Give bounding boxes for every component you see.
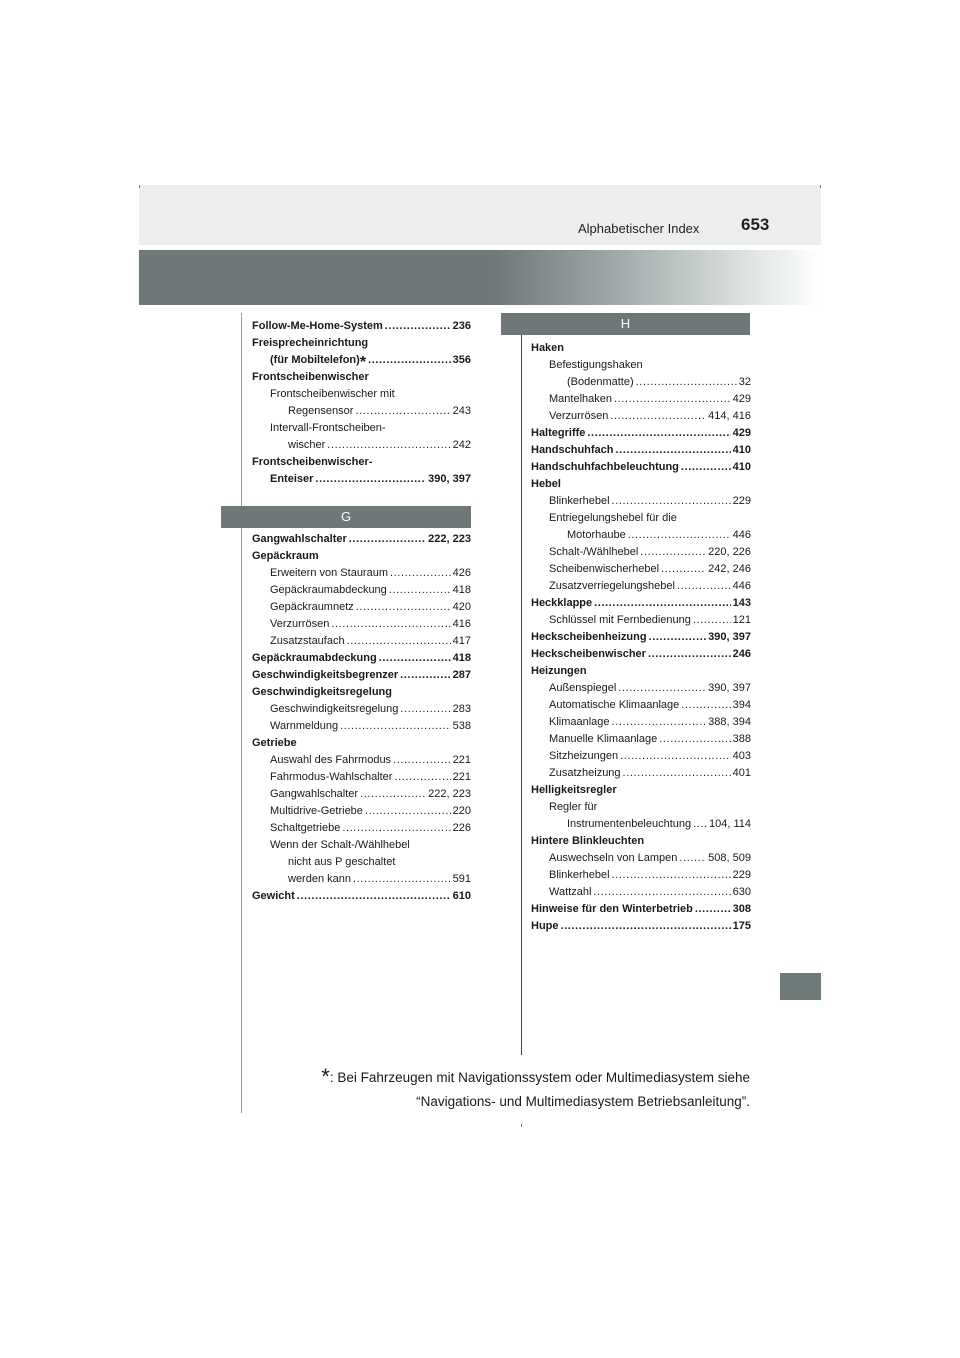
dot-leader (693, 612, 731, 629)
index-term: Heckscheibenheizung (531, 631, 647, 643)
index-term: Gepäckraumnetz (270, 601, 354, 613)
page-reference: 229 (732, 495, 751, 507)
index-entry (531, 629, 751, 646)
index-entry (531, 510, 751, 527)
index-entry (252, 650, 471, 667)
page-reference: 308 (732, 903, 751, 915)
index-entry (252, 684, 471, 701)
index-term: Handschuhfach (531, 444, 614, 456)
index-term: Befestigungshaken (549, 359, 643, 371)
index-entry (252, 752, 471, 769)
page-reference: 246 (732, 648, 751, 660)
dot-leader (355, 403, 450, 420)
index-term: Haltegriffe (531, 427, 586, 439)
index-entry (531, 867, 751, 884)
dot-leader (610, 408, 706, 425)
crop-mark (139, 185, 140, 188)
index-entry (531, 714, 751, 731)
index-entry (252, 735, 471, 752)
page-number: 653 (741, 215, 770, 234)
index-entry (531, 493, 751, 510)
index-term: Frontscheibenwischer- (252, 456, 373, 468)
page-reference: 287 (452, 669, 471, 681)
index-term: Fahrmodus-Wahlschalter (270, 771, 393, 783)
dot-leader (612, 714, 707, 731)
index-entry (252, 701, 471, 718)
page-reference: 390, 397 (708, 682, 751, 694)
dot-leader (693, 816, 707, 833)
page-reference: 242 (452, 439, 471, 451)
footnote (280, 1063, 750, 1114)
index-entry (252, 386, 471, 403)
index-term: Verzurrösen (549, 410, 609, 422)
index-term: Freisprecheinrichtung (252, 337, 369, 349)
index-entry (531, 578, 751, 595)
dot-leader (659, 731, 730, 748)
page-reference: 410 (732, 444, 751, 456)
index-list-f (252, 318, 471, 488)
page-reference: 410 (732, 461, 751, 473)
dot-leader (648, 646, 731, 663)
index-term: Zusatzstaufach (270, 635, 345, 647)
index-term: Heckscheibenwischer (531, 648, 646, 660)
dot-leader (681, 697, 730, 714)
page-reference: 242, 246 (708, 563, 751, 575)
index-term: Geschwindigkeitsregelung (270, 703, 399, 715)
index-list-h (531, 340, 751, 935)
index-term: Hinweise für den Winterbetrieb (531, 903, 693, 915)
page-reference: 222, 223 (428, 788, 471, 800)
index-term: Hintere Blinkleuchten (531, 835, 645, 847)
index-entry (531, 340, 751, 357)
page-reference: 236 (452, 320, 471, 332)
index-entry (531, 612, 751, 629)
index-entry (252, 633, 471, 650)
page-reference: 446 (732, 529, 751, 541)
index-term: werden kann (288, 873, 351, 885)
index-term: Geschwindigkeitsregelung (252, 686, 392, 698)
page-reference: 417 (452, 635, 471, 647)
page-reference: 446 (732, 580, 751, 592)
dot-leader (331, 616, 450, 633)
dot-leader (618, 680, 706, 697)
dot-leader (400, 667, 451, 684)
dot-leader (636, 374, 737, 391)
page-reference: 229 (732, 869, 751, 881)
footnote-line-2: “Navigations- und Multimediasystem Betriebsanleitung”. (416, 1094, 750, 1109)
index-entry (531, 408, 751, 425)
index-entry (252, 616, 471, 633)
page-reference: 401 (732, 767, 751, 779)
index-term: Warnmeldung (270, 720, 339, 732)
index-term: Follow-Me-Home-System (252, 320, 383, 332)
dot-leader (315, 471, 426, 488)
dot-leader (353, 871, 451, 888)
dot-leader (587, 425, 730, 442)
index-term: Scheibenwischerhebel (549, 563, 660, 575)
page-reference: 143 (732, 597, 751, 609)
page-reference: 226 (452, 822, 471, 834)
index-entry (531, 357, 751, 374)
index-entry (531, 765, 751, 782)
dot-leader (616, 442, 731, 459)
index-term: Sitzheizungen (549, 750, 619, 762)
index-term: Haken (531, 342, 565, 354)
dot-leader (614, 391, 731, 408)
index-term: Außenspiegel (549, 682, 617, 694)
left-margin-rule (241, 313, 242, 1113)
index-entry (531, 833, 751, 850)
index-entry (531, 731, 751, 748)
index-term: Regler für (549, 801, 598, 813)
dot-leader (389, 582, 451, 599)
index-entry (252, 667, 471, 684)
index-term: Handschuhfachbeleuchtung (531, 461, 679, 473)
dot-leader (679, 850, 706, 867)
dot-leader (327, 437, 450, 454)
index-entry (252, 369, 471, 386)
page-reference: 104, 114 (708, 818, 751, 830)
index-entry (252, 854, 471, 871)
page-reference: 508, 509 (708, 852, 751, 864)
index-term: Schalt-/Wählhebel (549, 546, 639, 558)
index-term: (Bodenmatte) (567, 376, 634, 388)
page-reference: 538 (452, 720, 471, 732)
header-bar (139, 185, 821, 245)
index-term: Helligkeitsregler (531, 784, 617, 796)
index-entry (252, 820, 471, 837)
index-term: Auswahl des Fahrmodus (270, 754, 392, 766)
index-term: Frontscheibenwischer (252, 371, 369, 383)
index-column-right (531, 340, 751, 935)
dot-leader (623, 765, 731, 782)
column-divider (521, 313, 522, 1055)
page-reference: 591 (452, 873, 471, 885)
index-entry (252, 531, 471, 548)
index-term: Hebel (531, 478, 561, 490)
dot-leader (661, 561, 706, 578)
header-band (139, 250, 821, 305)
page-reference: 610 (452, 890, 471, 902)
page-reference: 403 (732, 750, 751, 762)
index-entry (252, 420, 471, 437)
index-entry (531, 697, 751, 714)
dot-leader (695, 901, 731, 918)
index-term: Auswechseln von Lampen (549, 852, 678, 864)
page-reference: 32 (738, 376, 751, 388)
index-entry (531, 850, 751, 867)
index-term: Gangwahlschalter (270, 788, 359, 800)
index-entry (252, 548, 471, 565)
index-term: wischer (288, 439, 326, 451)
index-term: Klimaanlage (549, 716, 610, 728)
dot-leader (385, 318, 451, 335)
dot-leader (390, 565, 451, 582)
index-entry (252, 471, 471, 488)
index-term: Gepäckraumabdeckung (270, 584, 387, 596)
index-entry (531, 374, 751, 391)
index-entry (531, 544, 751, 561)
index-term: (für Mobiltelefon) (270, 354, 360, 366)
index-entry (252, 786, 471, 803)
index-entry (252, 888, 471, 905)
index-term: Gewicht (252, 890, 295, 902)
dot-leader (393, 752, 451, 769)
index-term: Getriebe (252, 737, 297, 749)
page-section-title: Alphabetischer Index (578, 221, 700, 236)
index-entry (531, 782, 751, 799)
index-entry (252, 718, 471, 735)
index-entry (531, 527, 751, 544)
index-entry (252, 437, 471, 454)
dot-leader (594, 595, 730, 612)
index-term: Entriegelungshebel für die (549, 512, 677, 524)
page-reference: 283 (452, 703, 471, 715)
page-reference: 243 (452, 405, 471, 417)
index-entry (531, 799, 751, 816)
dot-leader (612, 493, 731, 510)
index-term: Geschwindigkeitsbegrenzer (252, 669, 399, 681)
index-term: Gepäckraumabdeckung (252, 652, 377, 664)
page-reference: 418 (452, 652, 471, 664)
index-term: Manuelle Klimaanlage (549, 733, 658, 745)
dot-leader (340, 718, 451, 735)
page-reference: 388, 394 (708, 716, 751, 728)
index-entry (531, 680, 751, 697)
index-term: Verzurrösen (270, 618, 330, 630)
chapter-tab (780, 973, 821, 1000)
dot-leader (612, 867, 731, 884)
index-entry (252, 582, 471, 599)
dot-leader (379, 650, 451, 667)
index-entry (531, 391, 751, 408)
index-entry (252, 871, 471, 888)
page-reference: 356 (452, 354, 471, 366)
index-entry (531, 561, 751, 578)
dot-leader (640, 544, 706, 561)
index-entry: (für Mobiltelefon) * ..... 356 (252, 352, 471, 369)
page-reference: 220 (452, 805, 471, 817)
page-reference: 414, 416 (708, 410, 751, 422)
page-reference: 429 (732, 427, 751, 439)
dot-leader (342, 820, 450, 837)
crop-mark (521, 1124, 522, 1127)
crop-mark (820, 185, 821, 188)
index-column-left (252, 318, 471, 488)
dot-leader (681, 459, 731, 476)
page-reference: 175 (732, 920, 751, 932)
page-reference: 390, 397 (428, 473, 471, 485)
index-term: Instrumentenbeleuchtung (567, 818, 692, 830)
dot-leader (593, 884, 730, 901)
index-term: Enteiser (270, 473, 314, 485)
page-reference: 416 (452, 618, 471, 630)
index-term: nicht aus P geschaltet (288, 856, 396, 868)
index-entry (252, 403, 471, 420)
index-term: Regensensor (288, 405, 354, 417)
index-term: Gepäckraum (252, 550, 319, 562)
index-entry (531, 459, 751, 476)
index-entry (252, 318, 471, 335)
index-term: Schaltgetriebe (270, 822, 341, 834)
page-reference: 221 (452, 771, 471, 783)
dot-leader (620, 748, 731, 765)
page-reference: 220, 226 (708, 546, 751, 558)
index-entry (531, 816, 751, 833)
index-term: Zusatzverriegelungshebel (549, 580, 675, 592)
index-entry (531, 425, 751, 442)
section-header-g: G (221, 506, 471, 528)
index-column-left-g (252, 531, 471, 905)
page-reference: 221 (452, 754, 471, 766)
index-entry (252, 837, 471, 854)
index-term: Gangwahlschalter (252, 533, 347, 545)
index-entry (252, 769, 471, 786)
dot-leader (349, 531, 426, 548)
index-entry (531, 901, 751, 918)
dot-leader (356, 599, 451, 616)
dot-leader (628, 527, 731, 544)
index-term: Erweitern von Stauraum (270, 567, 388, 579)
index-term: Frontscheibenwischer mit (270, 388, 395, 400)
index-term: Blinkerhebel (549, 869, 610, 881)
index-term: Automatische Klimaanlage (549, 699, 680, 711)
index-term: Wenn der Schalt-/Wählhebel (270, 839, 410, 851)
index-entry (252, 335, 471, 352)
index-entry (531, 476, 751, 493)
dot-leader (394, 769, 450, 786)
dot-leader (400, 701, 450, 718)
index-entry (531, 663, 751, 680)
page-reference: 121 (732, 614, 751, 626)
dot-leader (649, 629, 707, 646)
index-term: Motorhaube (567, 529, 626, 541)
index-entry (252, 454, 471, 471)
dot-leader (365, 803, 451, 820)
dot-leader (347, 633, 451, 650)
section-header-h: H (501, 313, 750, 335)
index-entry (252, 565, 471, 582)
index-term: Blinkerhebel (549, 495, 610, 507)
index-term: Mantelhaken (549, 393, 612, 405)
page-reference: 429 (732, 393, 751, 405)
index-term: Intervall-Frontscheiben- (270, 422, 386, 434)
index-term: Heckklappe (531, 597, 593, 609)
page-reference: 390, 397 (708, 631, 751, 643)
index-term: Zusatzheizung (549, 767, 621, 779)
index-entry (531, 646, 751, 663)
dot-leader (297, 888, 451, 905)
dot-leader (561, 918, 731, 935)
index-term: Multidrive-Getriebe (270, 805, 363, 817)
dot-leader (677, 578, 731, 595)
index-entry (531, 748, 751, 765)
page-reference: 426 (452, 567, 471, 579)
index-entry (252, 803, 471, 820)
page-reference: 418 (452, 584, 471, 596)
index-entry (531, 442, 751, 459)
index-term: Wattzahl (549, 886, 592, 898)
index-entry (531, 918, 751, 935)
index-entry (252, 599, 471, 616)
dot-leader (368, 352, 451, 369)
index-entry (531, 884, 751, 901)
index-term: Hupe (531, 920, 559, 932)
page-reference: 420 (452, 601, 471, 613)
page-reference: 222, 223 (428, 533, 471, 545)
page-reference: 388 (732, 733, 751, 745)
index-list-g (252, 531, 471, 905)
index-term: Schlüssel mit Fernbedienung (549, 614, 691, 626)
index-entry (531, 595, 751, 612)
page-reference: 394 (732, 699, 751, 711)
dot-leader (360, 786, 426, 803)
page-reference: 630 (732, 886, 751, 898)
index-term: Heizungen (531, 665, 587, 677)
footnote-marker: * (321, 1064, 330, 1089)
footnote-line-1: *: Bei Fahrzeugen mit Navigationssystem oder Multimediasystem siehe (321, 1064, 750, 1089)
